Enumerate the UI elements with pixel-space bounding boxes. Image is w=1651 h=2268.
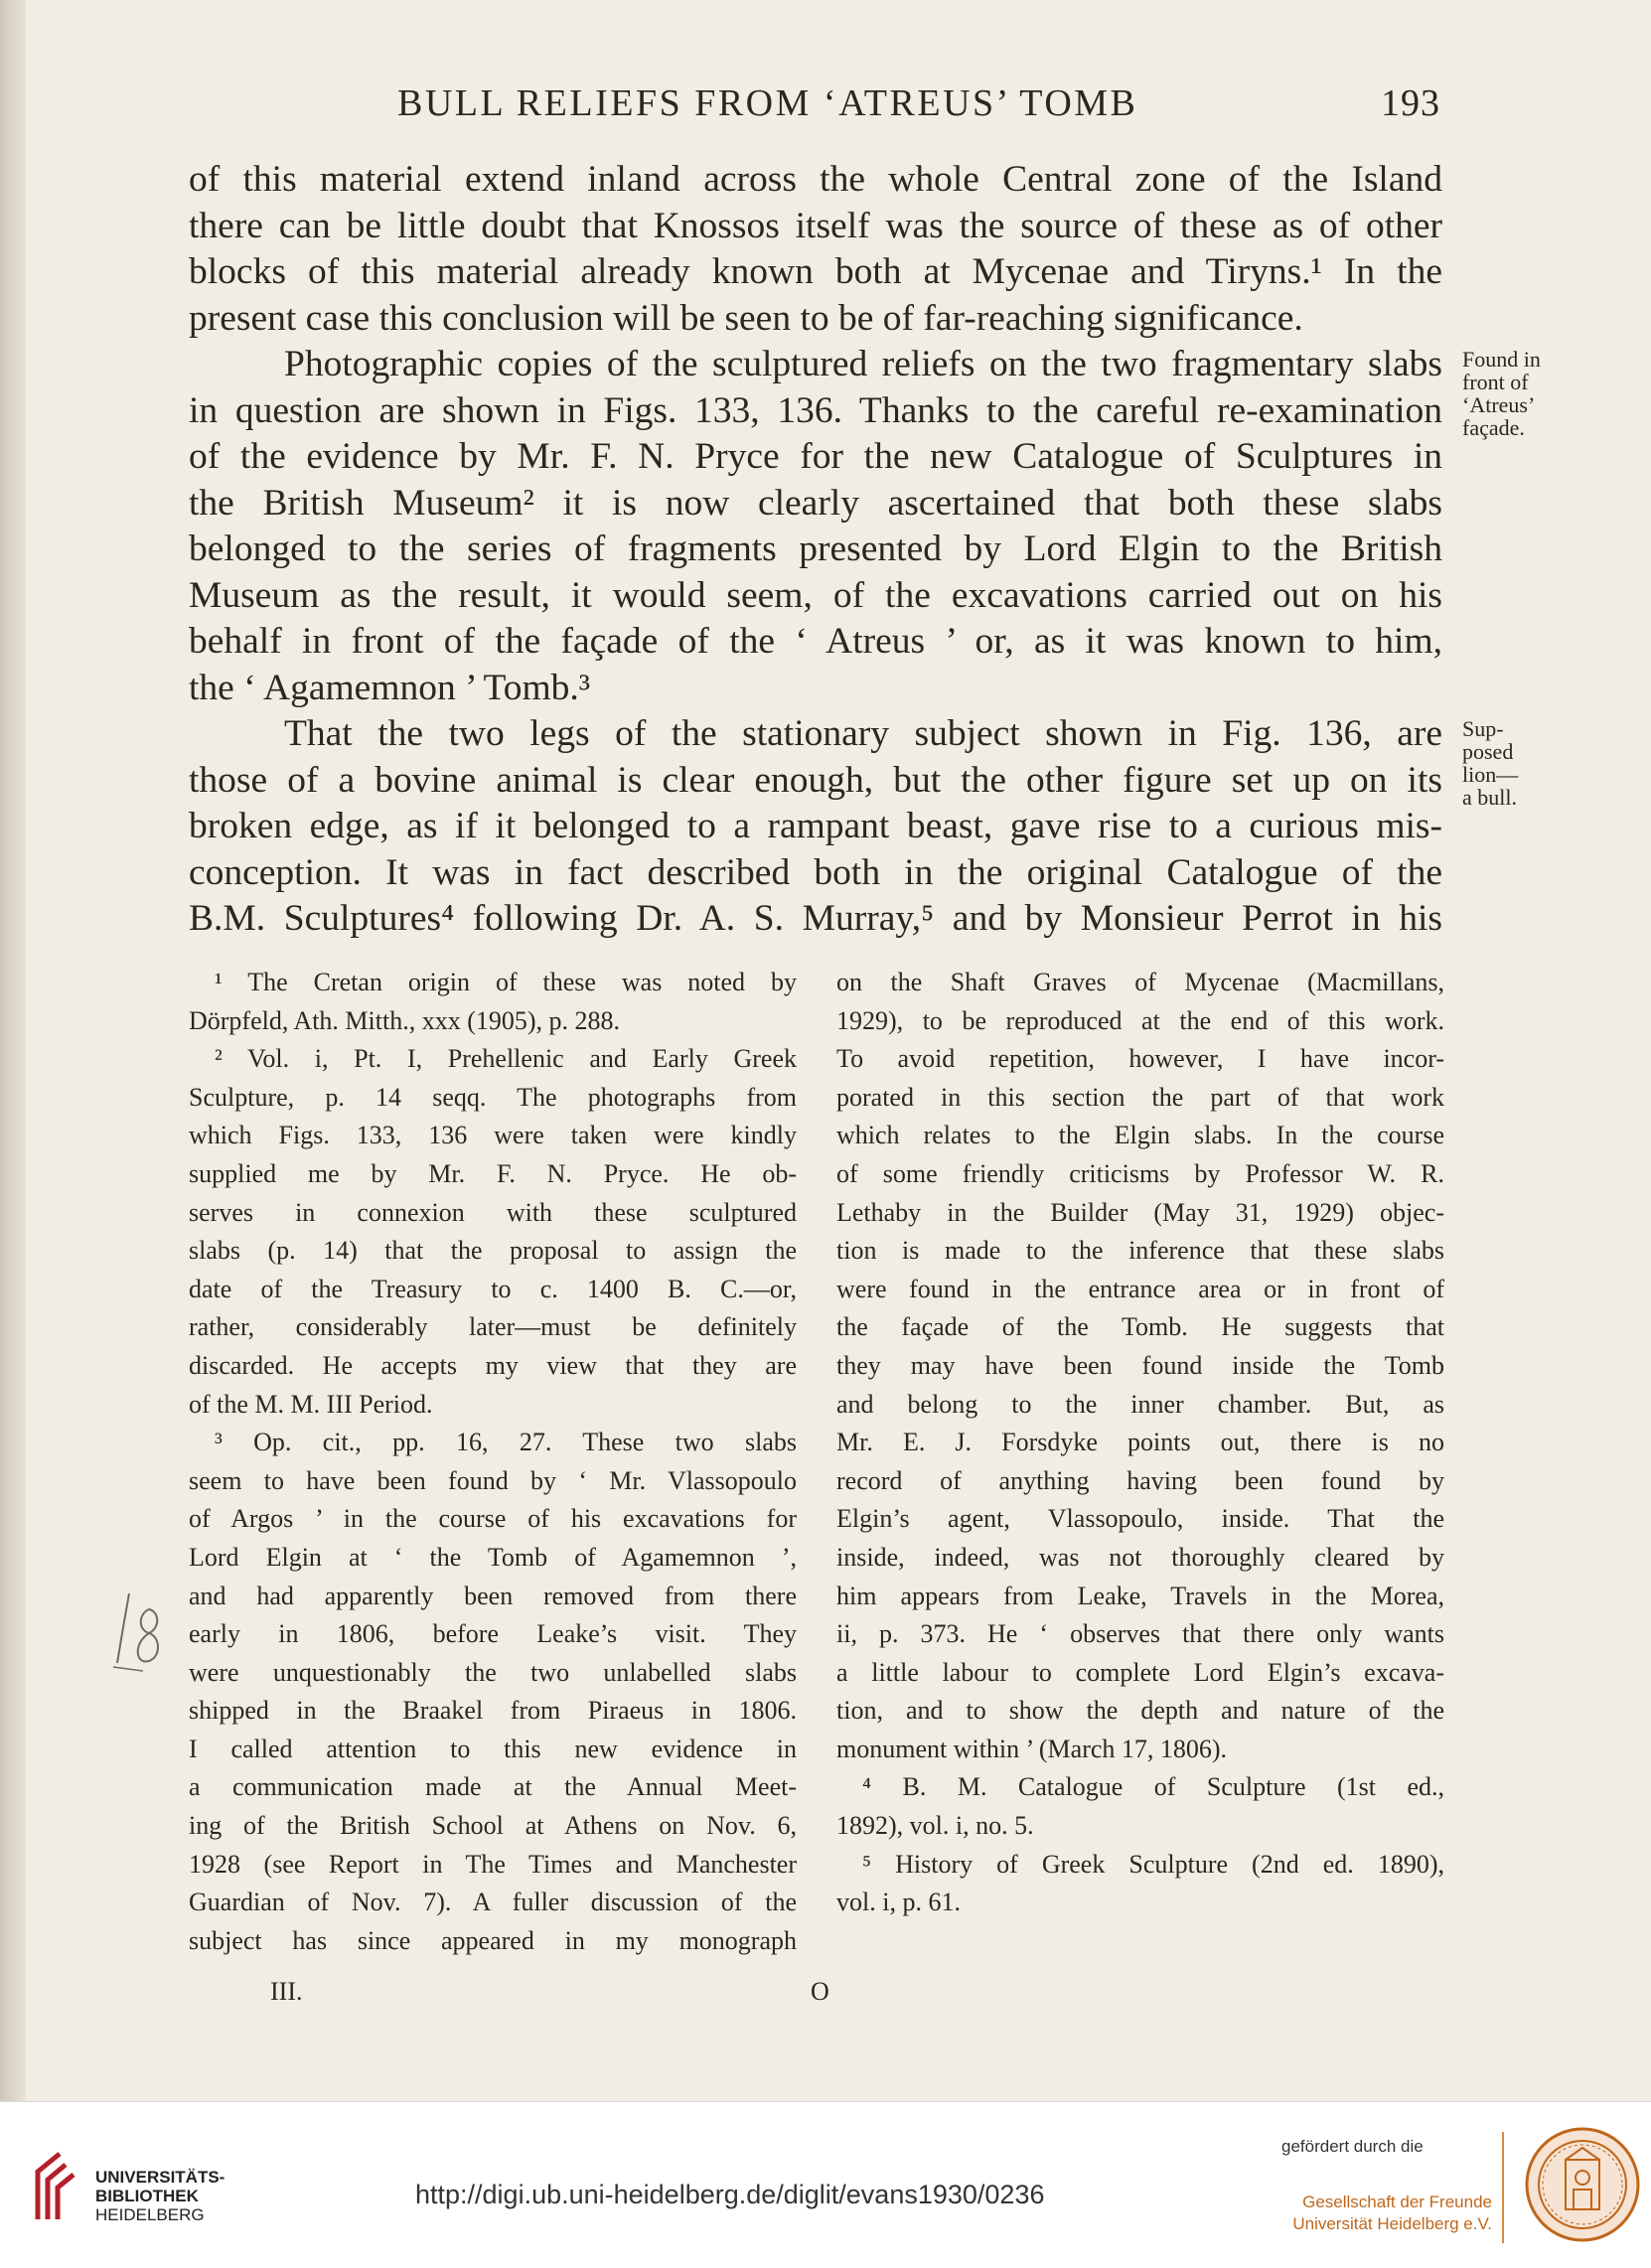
footnote-line: the façade of the Tomb. He suggests that: [836, 1312, 1444, 1342]
main-body-text: [189, 157, 1442, 943]
body-text-line: present case this conclusion will be seen to be of far-reaching significance.: [189, 297, 1303, 339]
footnote-line: serves in connexion with these sculptured: [189, 1197, 797, 1227]
margin-note-line: ‘Atreus’: [1462, 392, 1536, 417]
footnote-line: Elgin’s agent, Vlassopoulo, inside. That the: [836, 1504, 1444, 1534]
sponsor-divider: [1502, 2132, 1504, 2243]
margin-note-line: lion—: [1462, 762, 1519, 787]
footnote-line: To avoid repetition, however, I have incor-: [836, 1044, 1444, 1074]
university-seal-icon: [1524, 2126, 1641, 2243]
running-head-title: BULL RELIEFS FROM ‘ATREUS’ TOMB: [397, 82, 1138, 124]
body-text-line: the ‘ Agamemnon ’ Tomb.³: [189, 667, 591, 708]
footnote-line: ² Vol. i, Pt. I, Prehellenic and Early Greek: [215, 1044, 797, 1074]
footnote-line: Sculpture, p. 14 seqq. The photographs from: [189, 1082, 797, 1112]
footnote-line: Lord Elgin at ‘ the Tomb of Agamemnon ’,: [189, 1542, 797, 1572]
library-name-line: UNIVERSITÄTS-: [95, 2168, 225, 2187]
footnote-line: on the Shaft Graves of Mycenae (Macmillans,: [836, 968, 1444, 996]
margin-note-found-in-front: [1462, 348, 1641, 439]
footnote-line: vol. i, p. 61.: [836, 1888, 961, 1917]
footnote-line: which Figs. 133, 136 were taken were kindly: [189, 1121, 797, 1150]
footnote-line: date of the Treasury to c. 1400 B. C.—or,: [189, 1274, 797, 1303]
library-name-line: HEIDELBERG: [95, 2205, 205, 2224]
digitization-footer: [0, 2101, 1651, 2268]
library-name: [95, 2168, 225, 2224]
footnote-line: inside, indeed, was not thoroughly cleared by: [836, 1542, 1444, 1572]
footnotes-right-column: [836, 964, 1444, 1922]
signature-volume: III.: [270, 1977, 303, 2006]
footnote-line: subject has since appeared in my monograph: [189, 1925, 797, 1955]
margin-note-line: Sup-: [1462, 716, 1504, 741]
footnote-line: rather, considerably later—must be definitely: [189, 1312, 797, 1342]
footnote-line: a little labour to complete Lord Elgin’s excava-: [836, 1657, 1444, 1687]
footnote-line: him appears from Leake, Travels in the Morea,: [836, 1581, 1444, 1610]
footnote-line: monument within ’ (March 17, 1806).: [836, 1734, 1228, 1763]
margin-note-line: posed: [1462, 739, 1514, 764]
footnote-line: 1929), to be reproduced at the end of this work.: [836, 1005, 1444, 1035]
footnote-line: record of anything having been found by: [836, 1465, 1444, 1495]
footnote-line: tion, and to show the depth and nature of the: [836, 1696, 1444, 1726]
footnote-line: ii, p. 373. He ‘ observes that there only wants: [836, 1619, 1444, 1649]
page-spine-shadow: [0, 0, 26, 2101]
footnote-line: and belong to the inner chamber. But, as: [836, 1389, 1444, 1419]
footnote-line: ⁴ B. M. Catalogue of Sculpture (1st ed.,: [862, 1772, 1444, 1802]
footnote-line: they may have been found inside the Tomb: [836, 1350, 1444, 1380]
margin-note-line: façade.: [1462, 415, 1525, 440]
sponsor-name: [1281, 2192, 1492, 2235]
pencil-annotation: [109, 1588, 169, 1677]
margin-note-line: front of: [1462, 370, 1529, 394]
footnote-line: a communication made at the Annual Meet-: [189, 1772, 797, 1802]
body-text-line: of the evidence by Mr. F. N. Pryce for the new Catalogue of Sculptures in: [189, 436, 1442, 477]
footnote-line: Mr. E. J. Forsdyke points out, there is no: [836, 1428, 1444, 1457]
library-logo-icon: [30, 2150, 87, 2221]
body-text-line: Photographic copies of the sculptured reliefs on the two fragmentary slabs: [284, 344, 1442, 384]
margin-note-line: a bull.: [1462, 785, 1517, 810]
funded-by-label: gefördert durch die: [1281, 2137, 1424, 2156]
footnote-line: tion is made to the inference that these slabs: [836, 1236, 1444, 1266]
sponsor-name-line: Universität Heidelberg e.V.: [1292, 2214, 1492, 2233]
footnote-line: were found in the entrance area or in front of: [836, 1274, 1444, 1303]
footnote-line: early in 1806, before Leake’s visit. They: [189, 1619, 797, 1649]
footnote-line: 1892), vol. i, no. 5.: [836, 1811, 1034, 1841]
margin-note-line: Found in: [1462, 347, 1541, 372]
footnote-line: ³ Op. cit., pp. 16, 27. These two slabs: [215, 1428, 797, 1457]
footnote-line: slabs (p. 14) that the proposal to assign the: [189, 1236, 797, 1266]
footnote-line: ing of the British School at Athens on Nov. 6,: [189, 1811, 797, 1841]
footnote-line: 1928 (see Report in The Times and Manchester: [189, 1849, 797, 1879]
body-text-line: behalf in front of the façade of the ‘ Atreus ’ or, as it was known to him,: [189, 621, 1442, 662]
footnote-line: I called attention to this new evidence in: [189, 1734, 797, 1763]
body-text-line: of this material extend inland across the whole Central zone of the Island: [189, 159, 1442, 200]
signature-letter: O: [811, 1977, 829, 2006]
body-text-line: those of a bovine animal is clear enough, but the other figure set up on its: [189, 759, 1442, 801]
footnote-line: Lethaby in the Builder (May 31, 1929) objec-: [836, 1197, 1444, 1227]
footnote-line: were unquestionably the two unlabelled slabs: [189, 1657, 797, 1687]
footnotes-left-column: [189, 964, 797, 1960]
footnote-line: supplied me by Mr. F. N. Pryce. He ob-: [189, 1158, 797, 1188]
running-head: [189, 81, 1440, 131]
body-text-line: blocks of this material already known both at Mycenae and Tiryns.¹ In the: [189, 251, 1442, 292]
body-text-line: there can be little doubt that Knossos itself was the source of these as of other: [189, 205, 1442, 246]
body-text-line: broken edge, as if it belonged to a rampant beast, gave rise to a curious mis-: [189, 806, 1442, 846]
body-text-line: That the two legs of the stationary subject shown in Fig. 136, are: [284, 713, 1442, 754]
footnote-line: Dörpfeld, Ath. Mitth., xxx (1905), p. 288.: [189, 1005, 621, 1035]
body-text-line: belonged to the series of fragments presented by Lord Elgin to the British: [189, 529, 1442, 569]
body-text-line: the British Museum² it is now clearly ascertained that both these slabs: [189, 482, 1442, 524]
permalink-url[interactable]: http://digi.ub.uni-heidelberg.de/diglit/evans1930/0236: [415, 2180, 1045, 2209]
footnote-line: of Argos ’ in the course of his excavations for: [189, 1504, 797, 1534]
footnote-line: Guardian of Nov. 7). A fuller discussion of the: [189, 1888, 797, 1917]
body-text-line: Museum as the result, it would seem, of the excavations carried out on his: [189, 574, 1442, 616]
footnote-line: of some friendly criticisms by Professor W. R.: [836, 1158, 1444, 1188]
footnote-line: seem to have been found by ‘ Mr. Vlassopoulo: [189, 1465, 797, 1495]
footnote-line: ⁵ History of Greek Sculpture (2nd ed. 1890),: [862, 1849, 1444, 1879]
footnote-line: discarded. He accepts my view that they are: [189, 1350, 797, 1380]
page-number: 193: [1381, 82, 1440, 124]
footnote-line: porated in this section the part of that work: [836, 1082, 1444, 1112]
footnote-line: of the M. M. III Period.: [189, 1389, 433, 1419]
margin-note-supposed-lion: [1462, 717, 1641, 809]
body-text-line: B.M. Sculptures⁴ following Dr. A. S. Murray,⁵ and by Monsieur Perrot in his: [189, 898, 1442, 939]
footnote-line: and had apparently been removed from there: [189, 1581, 797, 1610]
footnote-line: ¹ The Cretan origin of these was noted by: [215, 968, 797, 996]
body-text-line: in question are shown in Figs. 133, 136. Thanks to the careful re-examination: [189, 389, 1442, 431]
sponsor-name-line: Gesellschaft der Freunde: [1302, 2192, 1492, 2211]
library-name-line: BIBLIOTHEK: [95, 2187, 199, 2205]
footnote-line: shipped in the Braakel from Piraeus in 1806.: [189, 1696, 797, 1726]
body-text-line: conception. It was in fact described both in the original Catalogue of the: [189, 851, 1442, 893]
footnote-line: which relates to the Elgin slabs. In the course: [836, 1121, 1444, 1150]
